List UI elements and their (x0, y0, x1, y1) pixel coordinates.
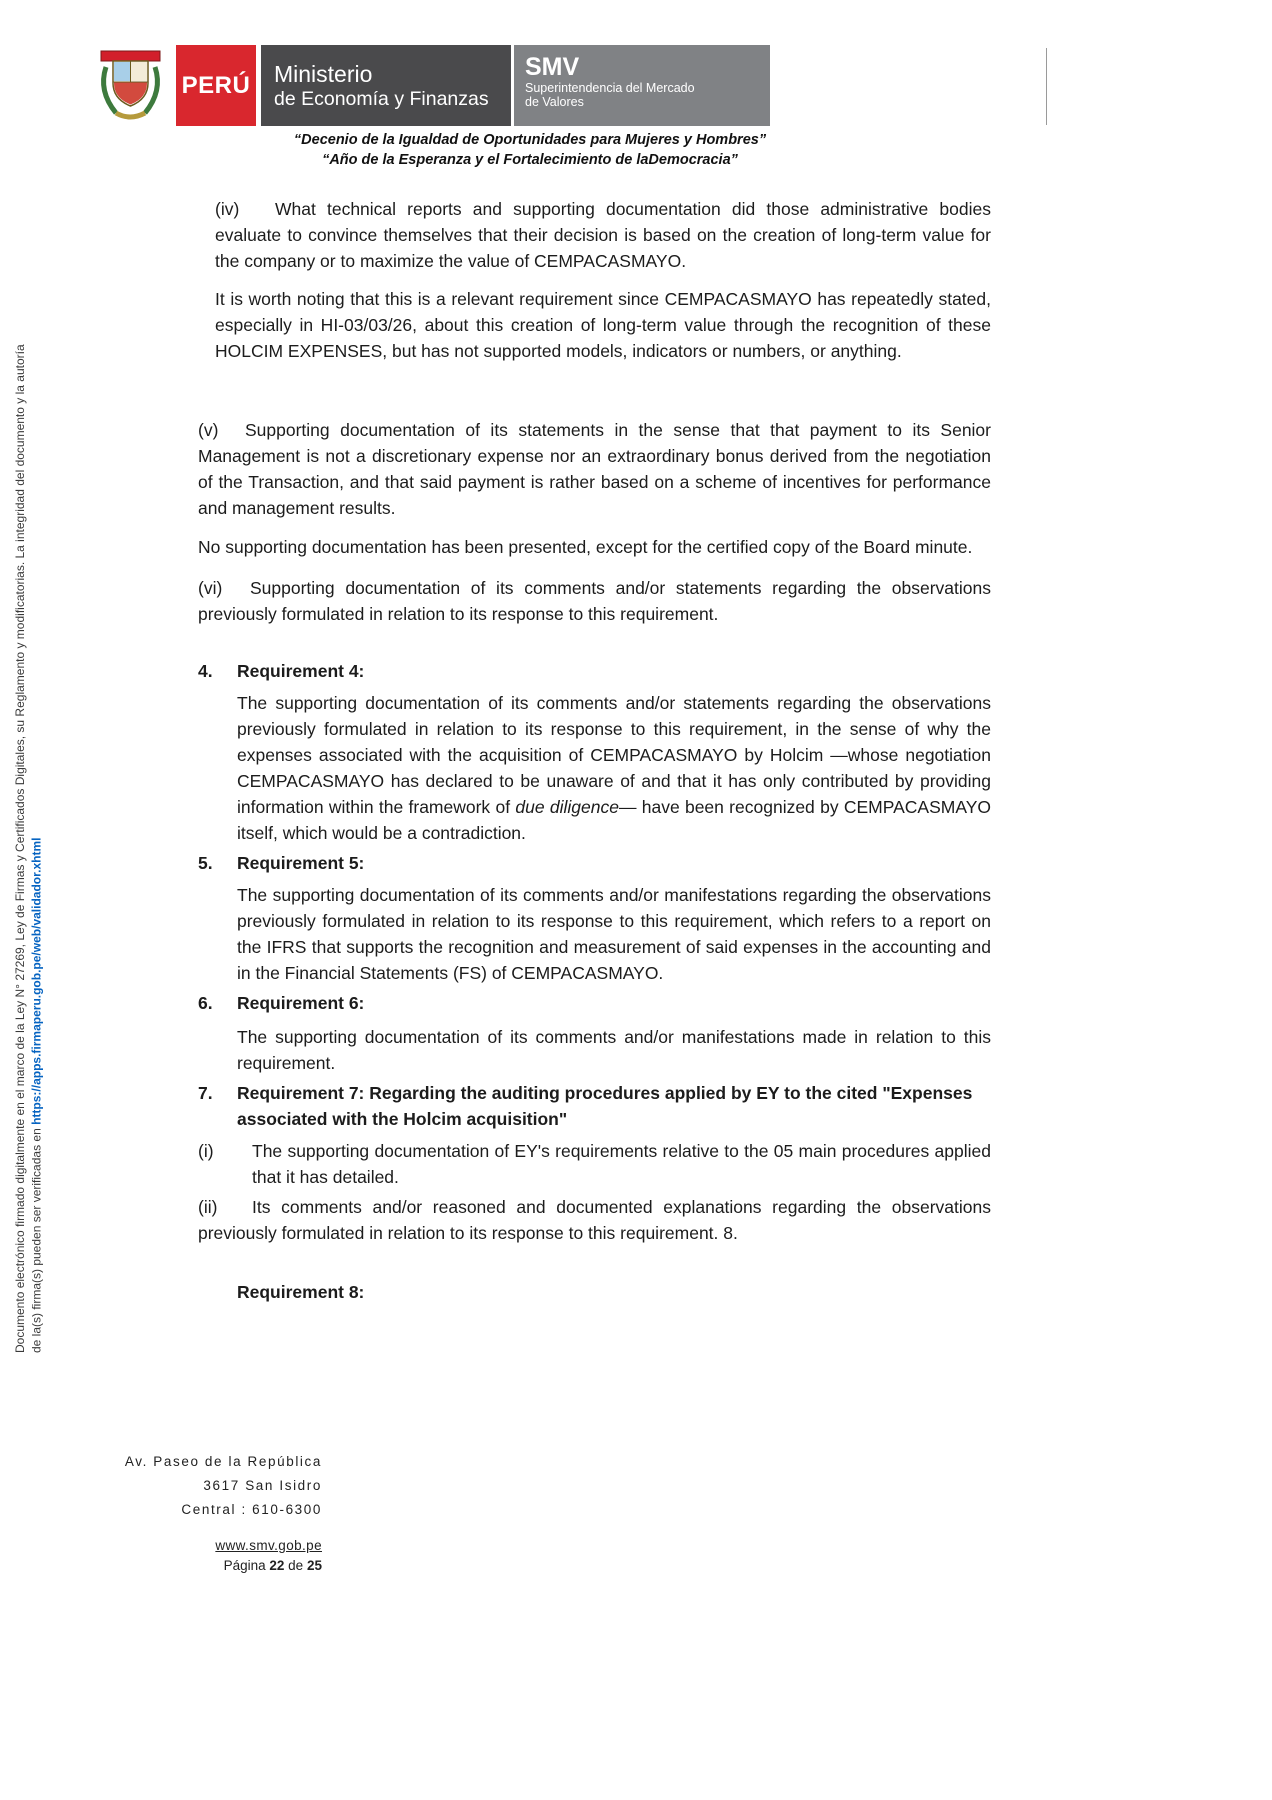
item-ii-text: Its comments and/or reasoned and documented explanations regarding the observations previously formulated in relation to its response to this requirement. 8. (198, 1197, 991, 1243)
footer-address-line1: Av. Paseo de la República (124, 1454, 322, 1469)
requirement-4-body-text: The supporting documentation of its comments and/or statements regarding the observations previously formulated in relation to its response to this requirement, in the sense of why the expenses associated with the acquisition of CEMPACASMAYO by Holcim —whose negotiation CEMPACASMAYO has declared to be unaware of and that it has only contributed by providing information within the framework of (237, 693, 991, 817)
ministry-name-line2: de Economía y Finanzas (274, 87, 489, 110)
item-i-label: (i) (198, 1141, 214, 1161)
smv-acronym: SMV (525, 53, 580, 81)
smv-website-link[interactable]: www.smv.gob.pe (215, 1538, 322, 1553)
smv-subtitle-line2: de Valores (525, 95, 584, 109)
requirement-5-body: The supporting documentation of its comments and/or manifestations regarding the observations previously formulated in relation to its response to this requirement, which refers to a report on the IFRS that supports the recognition and measurement of said expenses in the accounting and in the Financial Statements (FS) of CEMPACASMAYO. (237, 885, 991, 983)
paragraph-vi (198, 575, 991, 627)
ministry-name-line1: Ministerio (274, 60, 373, 87)
paragraph-v (198, 417, 991, 521)
header-right-rule (1046, 48, 1047, 125)
requirement-6-number: 6. (198, 993, 213, 1013)
requirement-5-number: 5. (198, 853, 213, 873)
requirement-7-item-i (198, 1138, 991, 1190)
signature-disclaimer-line-1 (12, 198, 29, 1353)
smv-banner (514, 45, 770, 126)
requirement-4-heading (198, 658, 991, 684)
peru-coat-of-arms-logo (95, 47, 166, 122)
requirement-7-item-ii (198, 1194, 991, 1246)
requirement-7-title: Requirement 7: Regarding the auditing procedures applied by EY to the cited "Expenses associated with the Holcim acquisition" (237, 1083, 973, 1129)
requirement-5-heading (198, 850, 991, 876)
page-of-word: de (288, 1558, 304, 1573)
signature-disclaimer-text: Documento electrónico firmado digitalmente en el marco de la Ley N° 27269, Ley de Firmas y Certificados Digitales, su Reglamento y modificatorias. La integridad del documento y la autoría (13, 344, 27, 1353)
signature-verify-text: de la(s) firma(s) pueden ser verificadas en (29, 1124, 44, 1353)
page-word: Página (223, 1558, 266, 1573)
paragraph-v-text: Supporting documentation of its statements in the sense that that payment to its Senior Management is not a discretionary expense nor an extraordinary bonus derived from the negotiation of the Transaction, and that said payment is rather based on a scheme of incentives for performance and management results. (198, 420, 991, 518)
requirement-4-title: Requirement 4: (237, 661, 365, 681)
paragraph-vi-label: (vi) (198, 578, 223, 598)
page-number (110, 1558, 322, 1573)
requirement-5-title: Requirement 5: (237, 853, 365, 873)
footer-phone: Central : 610-6300 (181, 1502, 322, 1517)
signature-disclaimer (12, 198, 45, 1353)
requirement-7-heading (198, 1080, 991, 1132)
paragraph-v-label: (v) (198, 420, 219, 440)
page-total: 25 (306, 1558, 322, 1573)
signature-disclaimer-line-2 (29, 198, 46, 1353)
paragraph-iv (215, 196, 991, 274)
item-ii-label: (ii) (198, 1197, 218, 1217)
peru-banner-label: PERÚ (181, 71, 251, 99)
requirement-6-body: The supporting documentation of its comments and/or manifestations made in relation to this requirement. (237, 1027, 991, 1073)
institution-banner (176, 45, 770, 126)
validador-link[interactable]: https://apps.firmaperu.gob.pe/web/validador.xhtml (29, 837, 44, 1125)
paragraph-vi-text: Supporting documentation of its comments and/or statements regarding the observations previously formulated in relation to its response to this requirement. (198, 578, 991, 624)
requirement-6-heading (198, 990, 991, 1016)
header-quote-1: “Decenio de la Igualdad de Oportunidades para Mujeres y Hombres” (293, 132, 767, 148)
requirement-4-body (237, 690, 991, 846)
ministry-banner (259, 45, 511, 126)
requirement-4-body-text-2: — have been recognized by CEMPACASMAYO itself, which would be a contradiction. (237, 797, 992, 843)
smv-subtitle-line1: Superintendencia del Mercado (525, 81, 695, 95)
paragraph-iv-text: What technical reports and supporting documentation did those administrative bodies evaluate to convince themselves that their decision is based on the creation of long-term value for the company or to maximize the value of CEMPACASMAYO. (215, 199, 991, 271)
paragraph-no-support: No supporting documentation has been presented, except for the certified copy of the Board minute. (198, 537, 973, 557)
requirement-8-heading: Requirement 8: (237, 1282, 365, 1302)
item-i-text: The supporting documentation of EY's requirements relative to the 05 main procedures applied that it has detailed. (252, 1141, 991, 1187)
requirement-4-number: 4. (198, 661, 213, 681)
document-footer (110, 1450, 322, 1573)
requirement-7-number: 7. (198, 1083, 213, 1103)
header-quote-2: “Año de la Esperanza y el Fortalecimiento de laDemocracia” (322, 151, 738, 168)
paragraph-worth-noting: It is worth noting that this is a relevant requirement since CEMPACASMAYO has repeatedly stated, especially in HI-03/03/26, about this creation of long-term value through the recognition of these HOLCIM EXPENSES, but has not supported models, indicators or numbers, or anything. (215, 289, 991, 361)
due-diligence-italic: due diligence (515, 797, 619, 817)
paragraph-iv-label: (iv) (215, 199, 240, 219)
requirement-6-title: Requirement 6: (237, 993, 365, 1013)
page-current: 22 (269, 1558, 285, 1573)
coat-of-arms-icon (95, 47, 166, 122)
peru-banner (176, 45, 256, 126)
header-quotes (150, 131, 910, 170)
document-body (198, 196, 991, 1305)
footer-address-line2: 3617 San Isidro (203, 1478, 322, 1493)
